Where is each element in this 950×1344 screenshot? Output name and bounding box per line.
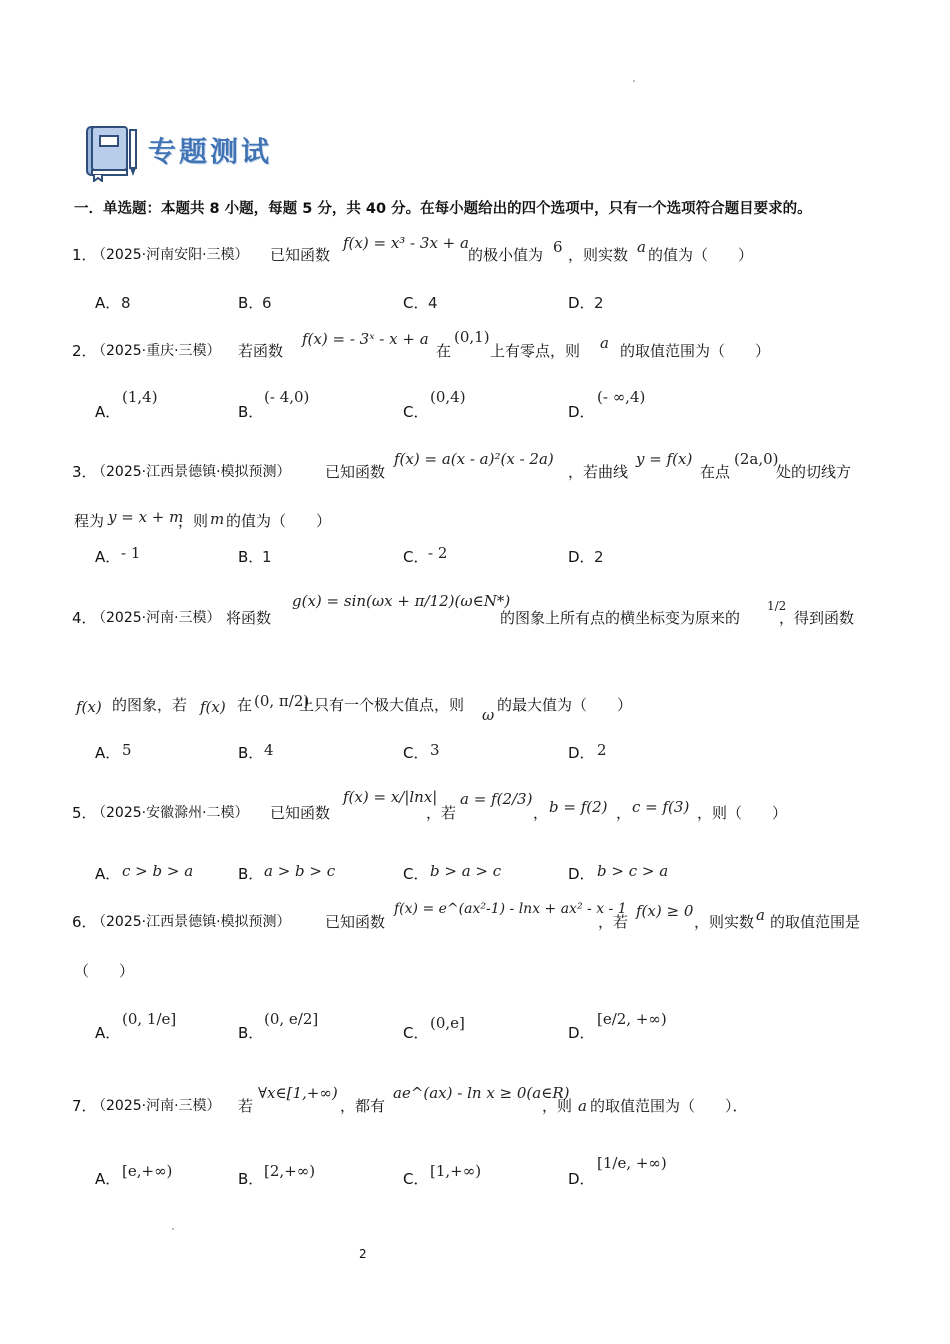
question-text: 将函数 [226, 609, 272, 627]
page-number: 2 [359, 1247, 367, 1261]
option-b-value[interactable]: 1 [262, 548, 272, 566]
question-number: 5． [72, 804, 97, 822]
option-a-label[interactable]: A． [95, 865, 121, 883]
question-text: 若函数 [238, 342, 284, 360]
option-d-label[interactable]: D． [568, 1170, 595, 1188]
formula: 6 [553, 238, 563, 256]
question-number: 6． [72, 913, 97, 931]
formula: ∀x∈[1,+∞) [258, 1084, 338, 1102]
option-a-label[interactable]: A． [95, 294, 121, 312]
option-c-label[interactable]: C． [403, 1170, 429, 1188]
question-source: （2025·江西景德镇·模拟预测） [92, 914, 291, 930]
option-b-label[interactable]: B． [238, 744, 264, 762]
option-b-value[interactable]: 6 [262, 294, 272, 312]
question-text: ，则（ ） [697, 804, 788, 822]
option-a-label[interactable]: A． [95, 1024, 121, 1042]
option-a-label[interactable]: A． [95, 548, 121, 566]
option-c-value[interactable]: b > a > c [430, 862, 502, 880]
formula: a = f(2/3) [460, 790, 533, 808]
formula: (0, π/2) [254, 692, 310, 710]
option-a-value[interactable]: c > b > a [122, 862, 194, 880]
question-text: ，则实数 [568, 246, 629, 264]
option-b-value[interactable]: (0, e/2] [264, 1010, 319, 1028]
question-text: ，若曲线 [568, 463, 629, 481]
option-c-value[interactable]: - 2 [428, 544, 448, 562]
option-d-value[interactable]: 2 [597, 741, 607, 759]
formula: f(x) ≥ 0 [636, 902, 694, 920]
question-text: （ ） [74, 962, 135, 980]
question-text: 的图象上所有点的横坐标变为原来的 [500, 609, 741, 627]
question-source: （2025·河南·三模） [92, 610, 221, 626]
option-c-value[interactable]: [1,+∞) [430, 1162, 482, 1180]
formula: f(x) = - 3ˣ - x + a [302, 330, 429, 348]
question-text: ，若 [426, 804, 457, 822]
option-d-value[interactable]: [1/e, +∞) [597, 1154, 667, 1172]
option-a-value[interactable]: (1,4) [122, 388, 158, 406]
question-text: 的极小值为 [468, 246, 544, 264]
option-c-value[interactable]: 4 [428, 294, 438, 312]
option-c-label[interactable]: C． [403, 403, 429, 421]
formula: 1/2 [767, 599, 787, 613]
question-text: 的值为（ ） [648, 246, 754, 264]
option-b-label[interactable]: B． [238, 403, 264, 421]
question-text: 的最大值为（ ） [497, 696, 633, 714]
formula: ae^(ax) - ln x ≥ 0(a∈R) [393, 1084, 570, 1102]
formula: f(x) = x³ - 3x + a [343, 234, 469, 252]
question-source: （2025·河南安阳·三模） [92, 247, 249, 263]
option-b-label[interactable]: B． [238, 294, 264, 312]
formula: f(x) [200, 698, 226, 716]
question-text: 的图象，若 [112, 696, 188, 714]
page-title: 专题测试 [148, 135, 273, 168]
formula: a [637, 238, 646, 256]
option-c-label[interactable]: C． [403, 1024, 429, 1042]
question-text: 已知函数 [325, 463, 386, 481]
question-text: ， [616, 804, 632, 822]
header-book-icon [84, 124, 140, 182]
option-a-value[interactable]: [e,+∞) [122, 1162, 173, 1180]
option-a-value[interactable]: 8 [121, 294, 131, 312]
question-text: 的取值范围是 [770, 913, 861, 931]
formula: f(x) [76, 698, 102, 716]
question-number: 7． [72, 1097, 97, 1115]
formula: a [578, 1097, 587, 1115]
question-text: 在 [436, 342, 452, 360]
question-text: 若 [238, 1097, 254, 1115]
question-number: 2． [72, 342, 97, 360]
formula: f(x) = e^(ax²-1) - lnx + ax² - x - 1 [394, 901, 627, 917]
option-d-value[interactable]: (- ∞,4) [597, 388, 646, 406]
formula: f(x) = a(x - a)²(x - 2a) [394, 450, 554, 468]
question-text: ，则 [542, 1097, 573, 1115]
question-text: ，得到函数 [779, 609, 855, 627]
option-d-value[interactable]: b > c > a [597, 862, 669, 880]
question-source: （2025·重庆·三模） [92, 343, 221, 359]
question-text: 上只有一个极大值点，则 [299, 696, 465, 714]
question-text: 的值为（ ） [226, 512, 332, 530]
option-b-value[interactable]: (- 4,0) [264, 388, 310, 406]
question-text: 在点 [700, 463, 731, 481]
option-a-label[interactable]: A． [95, 403, 121, 421]
option-d-label[interactable]: D． [568, 865, 595, 883]
question-text: 处的切线方 [776, 463, 852, 481]
question-text: ，则 [178, 512, 209, 530]
section-heading: 一．单选题：本题共 8 小题，每题 5 分，共 40 分。在每小题给出的四个选项中，只有一个选项符合题目要求的。 [74, 201, 812, 217]
question-text: 在 [237, 696, 253, 714]
question-source: （2025·江西景德镇·模拟预测） [92, 464, 291, 480]
option-b-label[interactable]: B． [238, 548, 264, 566]
question-source: （2025·安徽滁州·二模） [92, 805, 249, 821]
option-d-value[interactable]: [e/2, +∞) [597, 1010, 667, 1028]
speck [172, 1228, 174, 1230]
option-a-value[interactable]: 5 [122, 741, 132, 759]
question-number: 4． [72, 609, 97, 627]
formula: ω [482, 706, 495, 724]
option-d-label[interactable]: D． [568, 403, 595, 421]
option-d-label[interactable]: D． [568, 294, 595, 312]
formula: y = f(x) [636, 450, 693, 468]
option-a-label[interactable]: A． [95, 744, 121, 762]
formula: c = f(3) [632, 798, 690, 816]
option-d-value[interactable]: 2 [594, 294, 604, 312]
option-c-label[interactable]: C． [403, 865, 429, 883]
question-text: ， [533, 804, 549, 822]
book-icon [84, 124, 140, 182]
option-b-value[interactable]: [2,+∞) [264, 1162, 316, 1180]
option-d-value[interactable]: 2 [594, 548, 604, 566]
formula: f(x) = x/|lnx| [343, 788, 438, 806]
option-b-value[interactable]: 4 [264, 741, 274, 759]
question-number: 1． [72, 246, 97, 264]
question-source: （2025·河南·三模） [92, 1098, 221, 1114]
question-text: 的取值范围为（ ）． [590, 1097, 748, 1115]
formula: (2a,0) [734, 450, 779, 468]
question-text: ，都有 [340, 1097, 386, 1115]
option-c-label[interactable]: C． [403, 548, 429, 566]
formula: m [210, 510, 225, 528]
formula: a [756, 906, 765, 924]
option-b-label[interactable]: B． [238, 1170, 264, 1188]
formula: y = x + m [108, 508, 184, 526]
option-b-label[interactable]: B． [238, 865, 264, 883]
option-c-label[interactable]: C． [403, 744, 429, 762]
formula: a [600, 334, 609, 352]
option-a-label[interactable]: A． [95, 1170, 121, 1188]
question-text: ，若 [598, 913, 629, 931]
question-text: 已知函数 [270, 246, 331, 264]
option-d-label[interactable]: D． [568, 548, 595, 566]
option-c-value[interactable]: (0,4) [430, 388, 466, 406]
formula: (0,1) [454, 328, 490, 346]
question-text: 已知函数 [325, 913, 386, 931]
question-text: 已知函数 [270, 804, 331, 822]
question-text: 的取值范围为（ ） [620, 342, 771, 360]
option-a-value[interactable]: - 1 [121, 544, 141, 562]
option-c-value[interactable]: (0,e] [430, 1014, 465, 1032]
speck [633, 80, 635, 82]
question-text: 程为 [74, 512, 105, 530]
question-text: 上有零点，则 [490, 342, 581, 360]
option-c-label[interactable]: C． [403, 294, 429, 312]
option-b-value[interactable]: a > b > c [264, 862, 336, 880]
question-number: 3． [72, 463, 97, 481]
formula: b = f(2) [549, 798, 608, 816]
option-d-label[interactable]: D． [568, 1024, 595, 1042]
option-d-label[interactable]: D． [568, 744, 595, 762]
option-b-label[interactable]: B． [238, 1024, 264, 1042]
formula: g(x) = sin(ωx + π/12)(ω∈N*) [292, 592, 511, 610]
question-text: ，则实数 [694, 913, 755, 931]
option-c-value[interactable]: 3 [430, 741, 440, 759]
option-a-value[interactable]: (0, 1/e] [122, 1010, 177, 1028]
